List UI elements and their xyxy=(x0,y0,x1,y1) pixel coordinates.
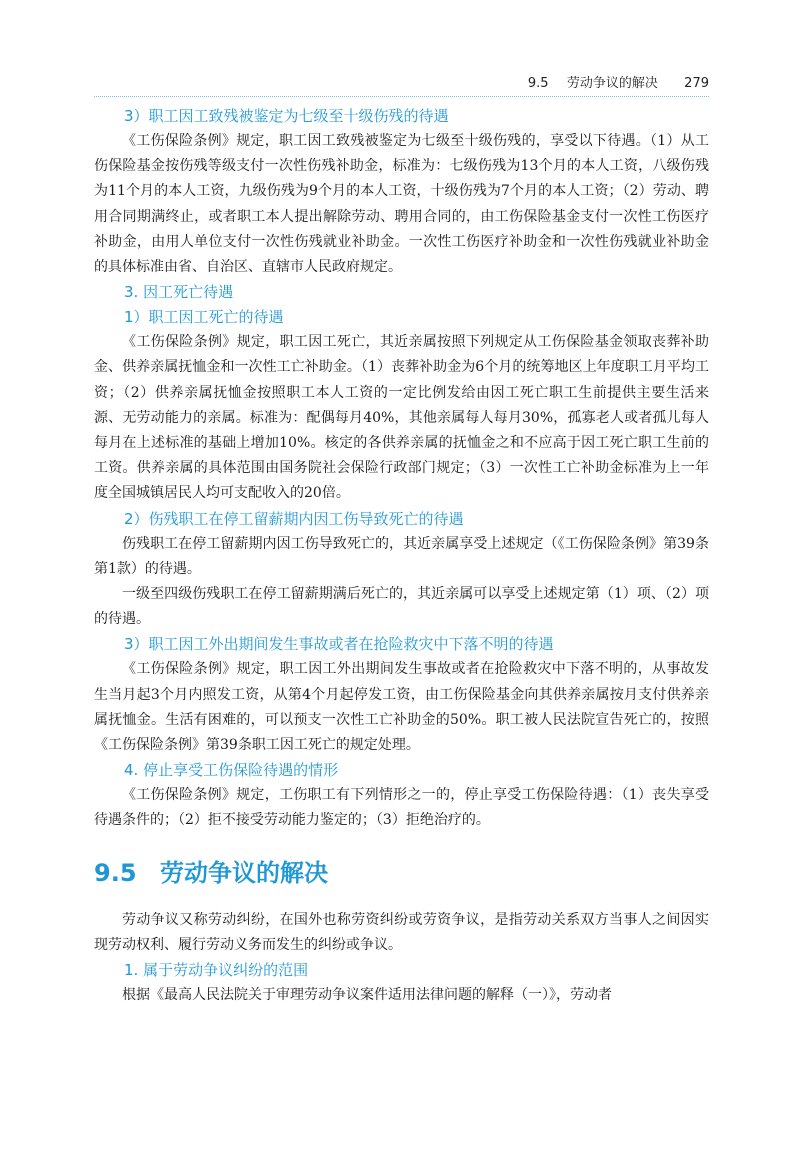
subheading-disability-7-10: 3）职工因工致残被鉴定为七级至十级伤残的待遇 xyxy=(124,107,449,125)
subheading-missing-accident: 3）职工因工外出期间发生事故或者在抢险救灾中下落不明的待遇 xyxy=(124,635,554,654)
header-section-title: 劳动争议的解决 xyxy=(566,76,658,91)
section-title xyxy=(94,844,709,902)
subheading-stop-benefits: 4. 停止享受工伤保险待遇的情形 xyxy=(124,761,339,780)
subheading-work-death: 1）职工因工死亡的待遇 xyxy=(124,308,284,327)
subheading-death-during-leave: 2）伤残职工在停工留薪期内因工伤导致死亡的待遇 xyxy=(124,509,464,528)
page-number: 279 xyxy=(684,76,709,91)
section-number: 9.5 xyxy=(94,858,137,887)
paragraph-disability-7-10: 《工伤保险条例》规定，职工因工致残被鉴定为七级至十级伤残的，享受以下待遇。（1）从工伤保险基金按伤残等级支付一次性伤残补助金，标准为：七级伤残为13个月的本人工资，八级伤残为11个月的本人工资，九级伤残为9个月的本人工资，十级伤残为7个月的本人工资；（2）劳动、聘用合同期满终止，或者职工本人提出解除劳动、聘用合同的，由工伤保险基金支付一次性工伤医疗补助金，由用人单位支付一次性伤残就业补助金。一次性工伤医疗补助金和一次性伤残就业补助金的具体标准由省、自治区、直辖市人民政府规定。 xyxy=(94,133,709,276)
subheading-dispute-scope: 1. 属于劳动争议纠纷的范围 xyxy=(124,961,309,980)
subheading-death-benefits: 3. 因工死亡待遇 xyxy=(124,283,234,302)
paragraph-missing-accident: 《工伤保险条例》规定，职工因工外出期间发生事故或者在抢险救灾中下落不明的，从事故发生当月起3个月内照发工资，从第4个月起停发工资，由工伤保险基金向其供养亲属按月支付供养亲属抚恤金。生活有困难的，可以预支一次性工亡补助金的50%。职工被人民法院宣告死亡的，按照《工伤保险条例》第39条职工因工死亡的规定处理。 xyxy=(94,661,709,754)
page-body xyxy=(94,104,709,1008)
paragraph-stop-benefits: 《工伤保险条例》规定，工伤职工有下列情形之一的，停止享受工伤保险待遇：（1）丧失享受待遇条件的；（2）拒不接受劳动能力鉴定的；（3）拒绝治疗的。 xyxy=(94,787,709,829)
paragraph-death-during-leave: 伤残职工在停工留薪期内因工伤导致死亡的，其近亲属享受上述规定（《工伤保险条例》第39条第1款）的待遇。 xyxy=(94,535,709,577)
paragraph-dispute-scope: 根据《最高人民法院关于审理劳动争议案件适用法律问题的解释（一）》，劳动者 xyxy=(122,987,612,1004)
header-section-number: 9.5 xyxy=(527,76,549,91)
running-header xyxy=(94,72,709,94)
header-divider xyxy=(94,96,709,97)
paragraph-level-1-4-death: 一级至四级伤残职工在停工留薪期满后死亡的，其近亲属可以享受上述规定第（1）项、（2）项的待遇。 xyxy=(94,586,709,628)
paragraph-labor-dispute-definition: 劳动争议又称劳动纠纷，在国外也称劳资纠纷或劳资争议，是指劳动关系双方当事人之间因实现劳动权利、履行劳动义务而发生的纠纷或争议。 xyxy=(94,911,709,953)
section-title-text: 劳动争议的解决 xyxy=(160,858,328,887)
paragraph-work-death: 《工伤保险条例》规定，职工因工死亡，其近亲属按照下列规定从工伤保险基金领取丧葬补助金、供养亲属抚恤金和一次性工亡补助金。（1）丧葬补助金为6个月的统筹地区上年度职工月平均工资；（2）供养亲属抚恤金按照职工本人工资的一定比例发给由因工死亡职工生前提供主要生活来源、无劳动能力的亲属。标准为：配偶每月40%，其他亲属每人每月30%，孤寡老人或者孤儿每人每月在上述标准的基础上增加10%。核定的各供养亲属的抚恤金之和不应高于因工死亡职工生前的工资。供养亲属的具体范围由国务院社会保险行政部门规定；（3）一次性工亡补助金标准为上一年度全国城镇居民人均可支配收入的20倍。 xyxy=(94,334,709,502)
